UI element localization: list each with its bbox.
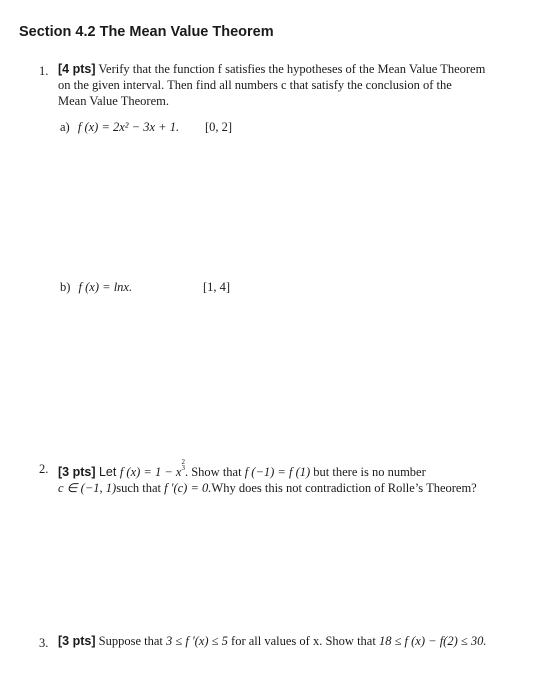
q2-line1 xyxy=(58,459,477,480)
q1b xyxy=(60,280,132,295)
q1b-interval: [1, 4] xyxy=(203,280,231,294)
section-title: Section 4.2 The Mean Value Theorem xyxy=(19,24,274,40)
q1b-function: f (x) = lnx. xyxy=(78,280,133,294)
q2-condition: f (−1) = f (1) xyxy=(244,465,311,479)
q2-points: [3 pts] xyxy=(58,465,96,479)
q2-number: 2. xyxy=(39,462,49,476)
q3-inequality-1: 3 ≤ f ′(x) ≤ 5 xyxy=(165,634,228,648)
q1a-label: a) xyxy=(60,120,70,134)
q2-line2-a: such that xyxy=(116,481,165,495)
q1-line3: Mean Value Theorem. xyxy=(58,94,169,108)
q2-line2 xyxy=(58,480,477,496)
q1-number: 1. xyxy=(39,64,49,78)
q1a-function: f (x) = 2x² − 3x + 1. xyxy=(77,120,180,134)
q2-derivative-cond: f ′(c) = 0. xyxy=(164,481,212,495)
q3-text xyxy=(58,633,487,649)
q3-text-a: Suppose that xyxy=(95,634,166,648)
q2-let: Let xyxy=(95,465,120,479)
q2-function: f (x) = 1 − x xyxy=(119,465,182,479)
q2-exp-num: 2 xyxy=(181,458,185,466)
q1a xyxy=(60,120,179,135)
q1-line2: on the given interval. Then find all numbers c that satisfy the conclusion of the xyxy=(58,78,452,92)
q2-c-domain: c ∈ (−1, 1) xyxy=(58,481,117,495)
q1b-label: b) xyxy=(60,280,71,294)
q2-line2-b: Why does this not contradiction of Rolle’s Theorem? xyxy=(211,481,477,495)
q3-inequality-2: 18 ≤ f (x) − f(2) ≤ 30. xyxy=(378,634,487,648)
q2-text xyxy=(58,459,477,496)
q2-show: . Show that xyxy=(184,465,245,479)
q3-text-b: for all values of x. Show that xyxy=(227,634,379,648)
q3-points: [3 pts] xyxy=(58,634,96,648)
q1-text xyxy=(58,61,485,109)
q2-rest: but there is no number xyxy=(310,465,426,479)
q3-number: 3. xyxy=(39,636,49,650)
q1-line1 xyxy=(58,61,485,77)
q2-exp-den: 3 xyxy=(181,464,185,472)
q1-points: [4 pts] xyxy=(58,62,96,76)
q1-line1-text: Verify that the function f satisfies the hypotheses of the Mean Value Theorem xyxy=(95,62,486,76)
q1a-interval: [0, 2] xyxy=(205,120,233,134)
